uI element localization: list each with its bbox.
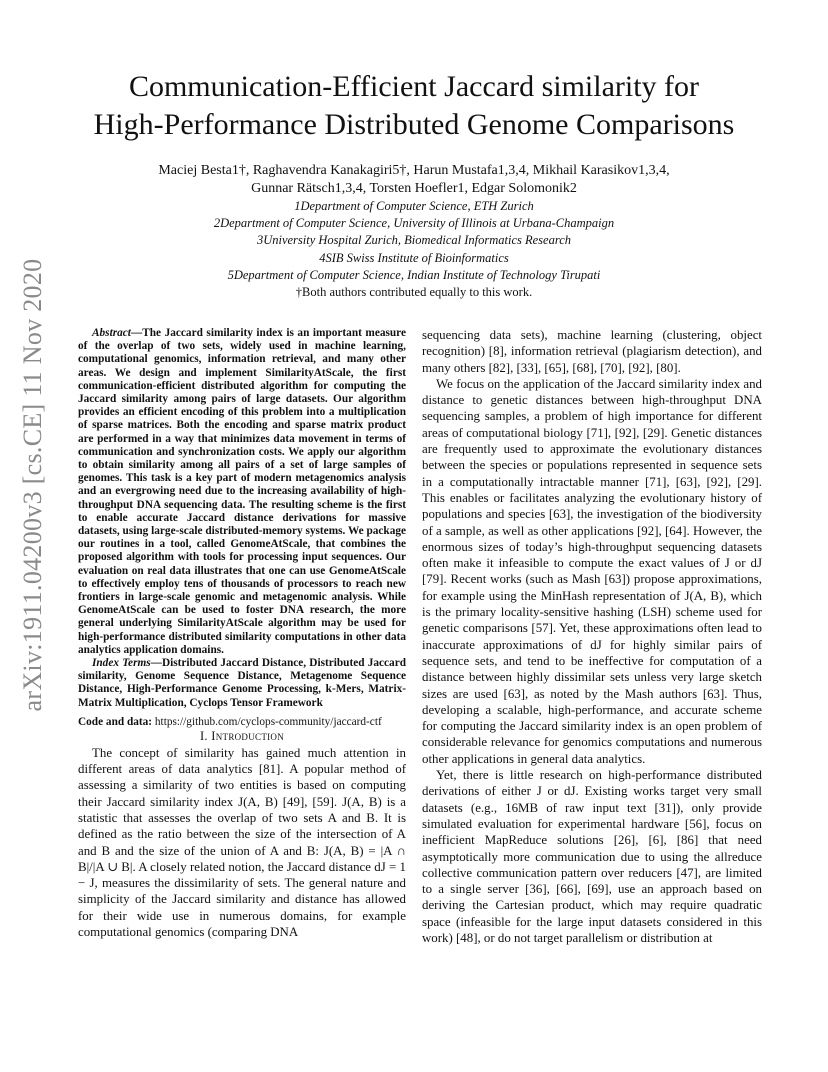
- author-line-1: Maciej Besta1†, Raghavendra Kanakagiri5†, Harun Mustafa1,3,4, Mikhail Karasikov1,3,4,: [158, 163, 670, 178]
- right-paragraph-continued: sequencing data sets), machine learning (clustering, object recognition) [8], information retrieval (plagiarism detection), and many others [82], [33], [65], [68], [70], [92], [80].: [422, 328, 762, 375]
- affiliation-list: [80, 198, 748, 301]
- affiliation-5: 5Department of Computer Science, Indian Institute of Technology Tirupati: [227, 267, 601, 282]
- index-terms-text: —Distributed Jaccard Distance, Distributed Jaccard similarity, Genome Sequence Distance, Metagenome Sequence Distance, High-Performance Genome Processing, k-Mers, Matrix-Matrix Multiplication, Cyclops Tensor Framework: [78, 657, 406, 709]
- title-line-1: Communication-Efficient Jaccard similarity for: [128, 70, 700, 103]
- arxiv-identifier-text: arXiv:1911.04200v3 [cs.CE] 11 Nov 2020: [18, 258, 47, 712]
- left-column: [78, 327, 406, 940]
- code-url-link[interactable]: https://github.com/cyclops-community/jaccard-ctf: [154, 715, 382, 728]
- index-terms: [78, 657, 406, 710]
- author-list: [80, 162, 748, 198]
- affiliation-2: 2Department of Computer Science, University of Illinois at Urbana-Champaign: [213, 216, 615, 231]
- author-line-2: Gunnar Rätsch1,3,4, Torsten Hoefler1, Edgar Solomonik2: [251, 181, 577, 196]
- intro-paragraph-1: The concept of similarity has gained much attention in different areas of data analytics [81]. A popular method of assessing a similarity of two entities is based on computing their Jaccard similarity index J(A, B) [49], [59]. J(A, B) is a statistic that assesses the overlap of two sets A and B. It is defined as the ratio between the size of the intersection of A and B and the size of the union of A and B: J(A, B) = |A ∩ B|/|A ∪ B|. A closely related notion, the Jaccard distance dJ = 1 − J, measures the dissimilarity of sets. The general nature and simplicity of the Jaccard similarity and distance has allowed for their wide use in numerous domains, for example computational genomics (comparing DNA: [78, 745, 406, 940]
- arxiv-identifier: [6, 258, 60, 712]
- right-column: [422, 327, 762, 946]
- affiliation-1: 1Department of Computer Science, ETH Zurich: [294, 199, 534, 213]
- right-paragraph-1: We focus on the application of the Jaccard similarity index and distance to genetic distances between high-throughput DNA sequencing samples, a problem of high importance for different areas of computational biology [71], [92], [29]. Genetic distances are frequently used to approximate the evolutionary distances between the species or populations represented in sequence sets in a computationally intractable manner [71], [63], [92], [29]. This enables or facilitates analyzing the evolutionary history of populations and species [63], the investigation of the biodiversity of a sample, as well as other applications [92], [64]. However, the enormous sizes of today’s high-throughput sequencing datasets often make it infeasible to compute the exact values of J or dJ [79]. Recent works (such as Mash [63]) propose approximations, for example using the MinHash representation of J(A, B), which is the primary locality-sensitive hashing (LSH) scheme used for genetic comparisons [57]. Yet, these approximations often lead to inaccurate approximations of dJ for highly similar pairs of sequence sets, and tend to be ineffective for computation of a distance between highly dissimilar sets unless very large sketch sizes are used [63], as noted by the Mash authors [63]. Thus, developing a scalable, high-performance, and accurate scheme for computing the Jaccard similarity index is an open problem of considerable relevance for genomics computations and numerous other applications in general data analytics.: [422, 376, 762, 766]
- right-paragraph-2: Yet, there is little research on high-performance distributed derivations of either J or dJ. Existing works target very small datasets (e.g., 16MB of raw input text [31]), only provide simulated evaluation for experimental hardware [56], focus on inefficient MapReduce solutions [26], [6], [86] that need asymptotically more communication due to using the allreduce collective communication pattern over reducers [47], are limited to a single server [36], [66], [69], use an approach based on deriving the Cartesian product, which may require quadratic space (infeasible for the large input datasets considered in this work) [48], or do not target parallelism or distribution at: [422, 768, 762, 945]
- equal-contribution-note: †Both authors contributed equally to this work.: [295, 285, 533, 300]
- affiliation-4: 4SIB Swiss Institute of Bioinformatics: [319, 250, 509, 265]
- section-heading-introduction: I. Introduction: [199, 728, 285, 743]
- abstract: [78, 327, 406, 657]
- affiliation-3: 3University Hospital Zurich, Biomedical Informatics Research: [256, 233, 572, 248]
- code-label: Code and data:: [78, 715, 153, 728]
- abstract-lead: Abstract: [92, 327, 131, 339]
- title-line-2: High-Performance Distributed Genome Comparisons: [93, 108, 735, 141]
- paper-title: [40, 68, 788, 144]
- code-and-data: [78, 715, 406, 729]
- abstract-text: —The Jaccard similarity index is an important measure of the overlap of two sets, widely used in machine learning, computational genomics, information retrieval, and many other areas. We design and implement SimilarityAtScale, the first communication-efficient distributed algorithm for computing the Jaccard similarity among pairs of large datasets. Our algorithm provides an efficient encoding of this problem into a multiplication of sparse matrices. Both the encoding and sparse matrix product are performed in a way that minimizes data movement in terms of communication and synchronization costs. We apply our algorithm to obtain similarity among all pairs of a set of large samples of genomes. This task is a key part of modern metagenomics analysis and an evergrowing need due to the increasing availability of high-throughput DNA sequencing data. The resulting scheme is the first to enable accurate Jaccard distance derivations for massive datasets, using large-scale distributed-memory systems. We package our routines in a tool, called GenomeAtScale, that combines the proposed algorithm with tools for processing input sequences. Our evaluation on real data illustrates that one can use GenomeAtScale to effectively employ tens of thousands of processors to reach new frontiers in large-scale genomic and metagenomic analysis. While GenomeAtScale can be used to foster DNA research, the more general underlying SimilarityAtScale algorithm may be used for high-performance distributed similarity computations in other data analytics application domains.: [78, 327, 407, 656]
- index-terms-lead: Index Terms: [92, 657, 151, 670]
